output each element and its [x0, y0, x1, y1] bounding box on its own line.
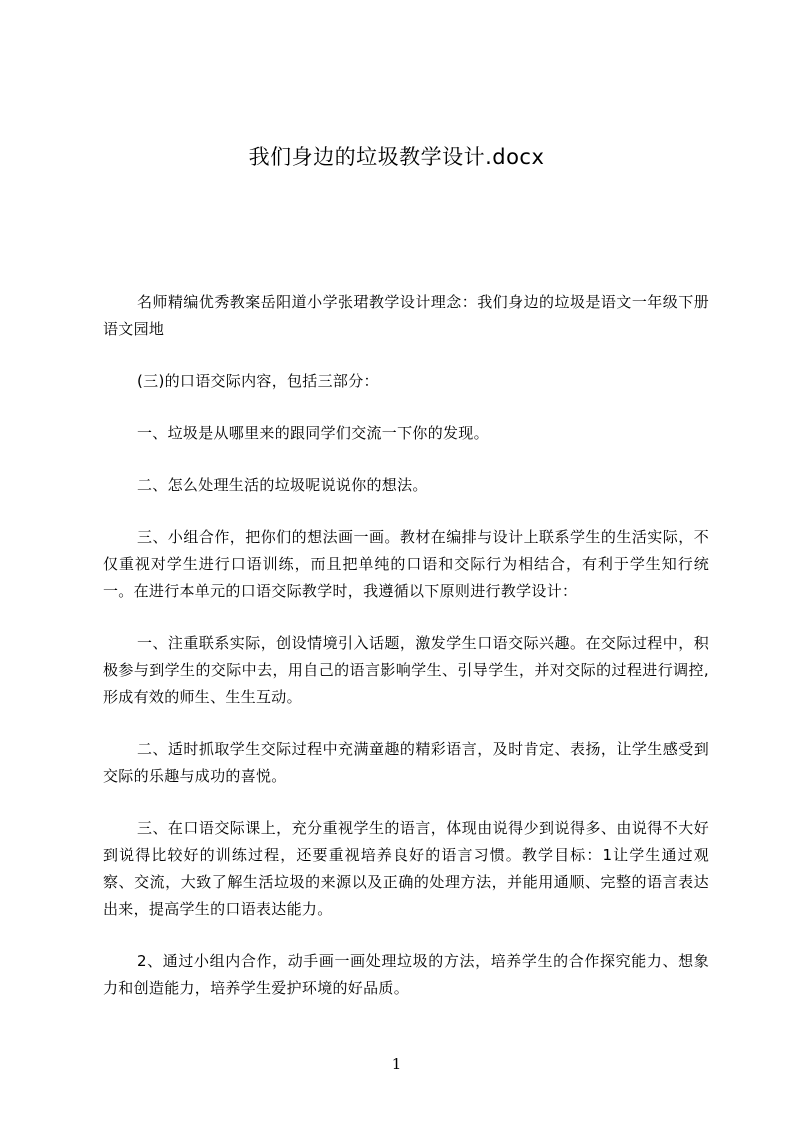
document-body [103, 289, 709, 1027]
paragraph-principle-one: 一、注重联系实际，创设情境引入话题，激发学生口语交际兴趣。在交际过程中，积极参与到学生的交际中去，用自己的语言影响学生、引导学生，并对交际的过程进行调控,形成有效的师生、生生互动。 [103, 634, 709, 706]
page-number: 1 [391, 1055, 402, 1073]
paragraph-principle-three: 三、在口语交际课上，充分重视学生的语言，体现由说得少到说得多、由说得不大好到说得比较好的训练过程，还要重视培养良好的语言习惯。教学目标：1让学生通过观察、交流，大致了解生活垃圾的来源以及正确的处理方法，并能用通顺、完整的语言表达出来，提高学生的口语表达能力。 [103, 819, 709, 918]
paragraph-goal-two: 2、通过小组内合作，动手画一画处理垃圾的方法，培养学生的合作探究能力、想象力和创造能力，培养学生爱护环境的好品质。 [103, 952, 709, 997]
paragraph-part-two: 二、怎么处理生活的垃圾呢说说你的想法。 [137, 476, 428, 494]
paragraph-intro: 名师精编优秀教案岳阳道小学张珺教学设计理念：我们身边的垃圾是语文一年级下册语文园地 [103, 293, 709, 338]
document-title: 我们身边的垃圾教学设计.docx [248, 145, 545, 169]
paragraph-part-three: 三、小组合作，把你们的想法画一画。教材在编排与设计上联系学生的生活实际，不仅重视对学生进行口语训练，而且把单纯的口语和交际行为相结合，有利于学生知行统一。在进行本单元的口语交际教学时，我遵循以下原则进行教学设计： [103, 528, 709, 600]
paragraph-part-one: 一、垃圾是从哪里来的跟同学们交流一下你的发现。 [137, 424, 489, 442]
paragraph-principle-two: 二、适时抓取学生交际过程中充满童趣的精彩语言，及时肯定、表扬，让学生感受到交际的乐趣与成功的喜悦。 [103, 740, 709, 785]
paragraph-scope: (三)的口语交际内容，包括三部分： [137, 372, 379, 390]
